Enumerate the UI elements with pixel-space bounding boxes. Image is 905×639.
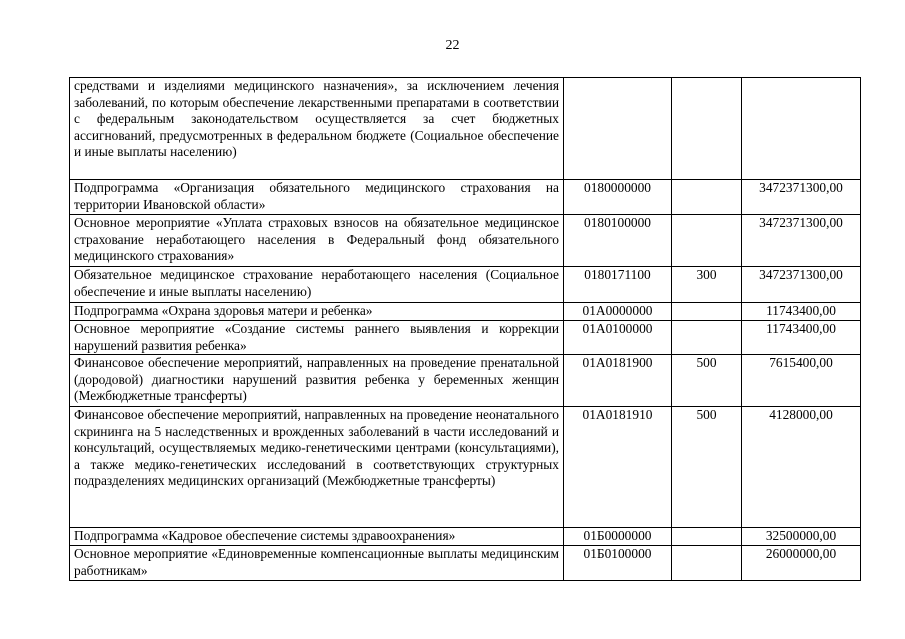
row-description: Подпрограмма «Охрана здоровья матери и ребенка» xyxy=(70,303,564,321)
row-description: Финансовое обеспечение мероприятий, направленных на проведение неонатального скрининга на 5 наследственных и врожденных заболеваний в части исследований и консультаций, осуществляемых медико-генетическими центрами (консультациями), а также медико-генетических исследований в соответствующих структурных подразделениях медицинских организаций (Межбюджетные трансферты) xyxy=(70,407,564,528)
row-description: Обязательное медицинское страхование неработающего населения (Социальное обеспечение и иные выплаты населению) xyxy=(70,267,564,303)
row-code: 01А0181900 xyxy=(564,355,672,407)
page-number: 22 xyxy=(445,38,460,53)
row-code: 0180171100 xyxy=(564,267,672,303)
row-code: 01А0100000 xyxy=(564,321,672,355)
table-row xyxy=(70,180,861,215)
table-row xyxy=(70,267,861,303)
row-expense-type: 300 xyxy=(672,267,742,303)
row-amount: 26000000,00 xyxy=(742,546,861,581)
row-code: 01А0000000 xyxy=(564,303,672,321)
row-amount: 7615400,00 xyxy=(742,355,861,407)
row-amount: 3472371300,00 xyxy=(742,180,861,215)
table-row xyxy=(70,355,861,407)
row-amount: 4128000,00 xyxy=(742,407,861,528)
row-code: 0180100000 xyxy=(564,215,672,267)
table-row xyxy=(70,321,861,355)
row-expense-type xyxy=(672,215,742,267)
row-description: Финансовое обеспечение мероприятий, направленных на проведение пренатальной (дородовой) диагностики нарушений развития ребенка у беременных женщин (Межбюджетные трансферты) xyxy=(70,355,564,407)
row-expense-type xyxy=(672,78,742,180)
row-code: 01А0181910 xyxy=(564,407,672,528)
row-amount: 3472371300,00 xyxy=(742,215,861,267)
row-amount: 11743400,00 xyxy=(742,321,861,355)
row-description: Подпрограмма «Кадровое обеспечение системы здравоохранения» xyxy=(70,528,564,546)
table-row xyxy=(70,215,861,267)
row-code: 01Б0000000 xyxy=(564,528,672,546)
table-row xyxy=(70,78,861,180)
row-expense-type: 500 xyxy=(672,407,742,528)
table-row xyxy=(70,546,861,581)
row-amount xyxy=(742,78,861,180)
row-code xyxy=(564,78,672,180)
row-code: 01Б0100000 xyxy=(564,546,672,581)
table-row xyxy=(70,528,861,546)
row-amount: 32500000,00 xyxy=(742,528,861,546)
row-expense-type: 500 xyxy=(672,355,742,407)
row-description: Подпрограмма «Организация обязательного медицинского страхования на территории Ивановской области» xyxy=(70,180,564,215)
row-description: средствами и изделиями медицинского назначения», за исключением лечения заболеваний, по которым обеспечение лекарственными препаратами в соответствии с федеральным законодательством осуществляется за счет бюджетных ассигнований, предусмотренных в федеральном бюджете (Социальное обеспечение и иные выплаты населению) xyxy=(70,78,564,180)
row-code: 0180000000 xyxy=(564,180,672,215)
row-expense-type xyxy=(672,180,742,215)
row-amount: 11743400,00 xyxy=(742,303,861,321)
table-row xyxy=(70,407,861,528)
row-expense-type xyxy=(672,303,742,321)
row-expense-type xyxy=(672,528,742,546)
row-description: Основное мероприятие «Единовременные компенсационные выплаты медицинским работникам» xyxy=(70,546,564,581)
row-expense-type xyxy=(672,321,742,355)
row-description: Основное мероприятие «Создание системы раннего выявления и коррекции нарушений развития ребенка» xyxy=(70,321,564,355)
row-description: Основное мероприятие «Уплата страховых взносов на обязательное медицинское страхование неработающего населения в Федеральный фонд обязательного медицинского страхования» xyxy=(70,215,564,267)
table-row xyxy=(70,303,861,321)
budget-table xyxy=(69,77,861,581)
row-amount: 3472371300,00 xyxy=(742,267,861,303)
row-expense-type xyxy=(672,546,742,581)
